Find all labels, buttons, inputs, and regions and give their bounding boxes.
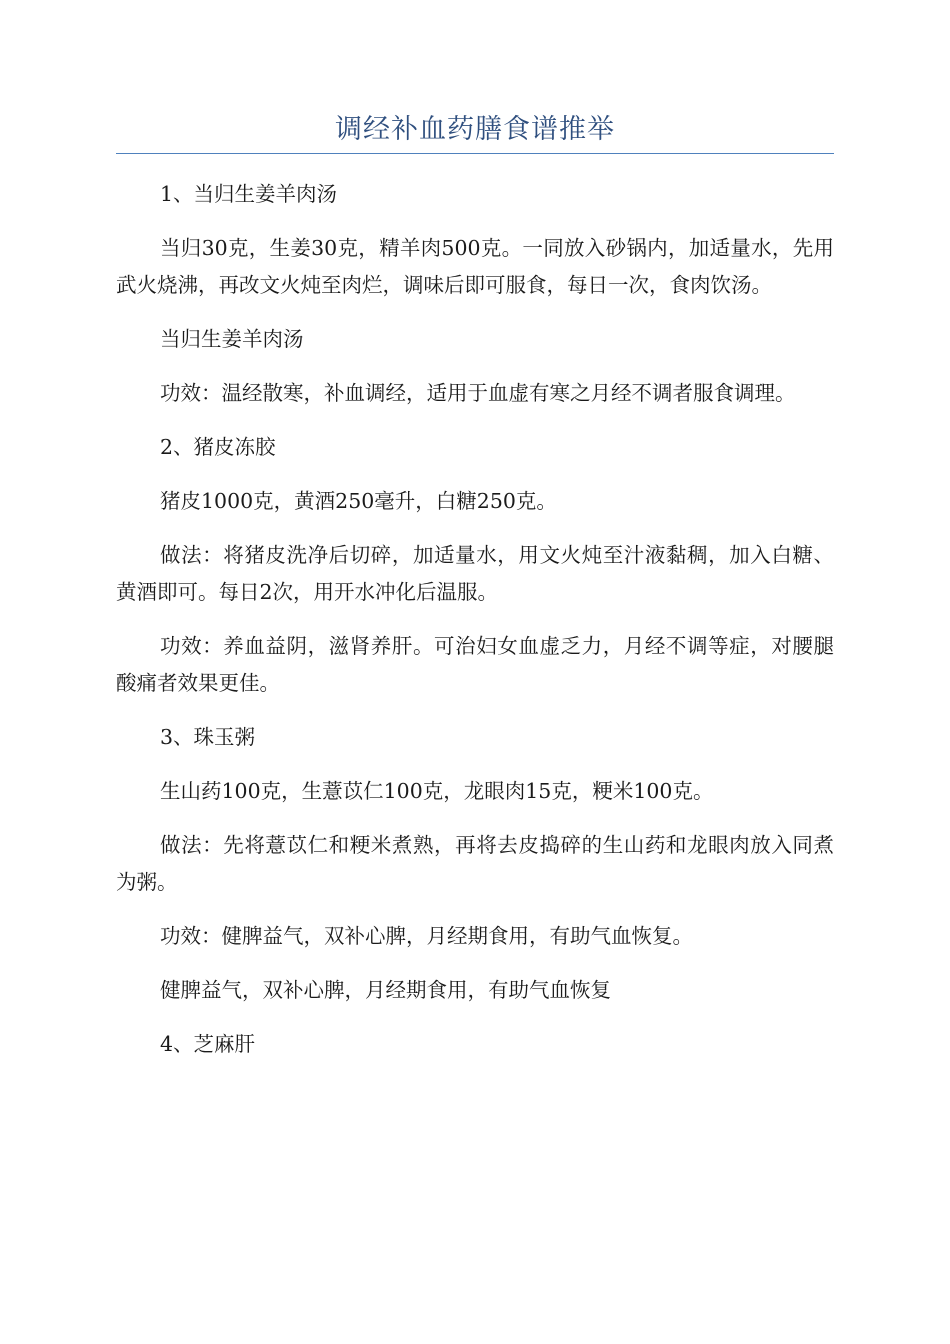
recipe-3-effect-repeat: 健脾益气，双补心脾，月经期食用，有助气血恢复	[160, 978, 611, 1002]
document-title: 调经补血药膳食谱推举	[335, 114, 615, 145]
recipe-3-method: 做法：先将薏苡仁和粳米煮熟，再将去皮捣碎的生山药和龙眼肉放入同煮为粥。	[116, 833, 834, 894]
section-heading-2: 2、猪皮冻胶	[160, 435, 276, 459]
recipe-2-method: 做法：将猪皮洗净后切碎，加适量水，用文火炖至汁液黏稠，加入白糖、黄酒即可。每日2次，用开水冲化后温服。	[116, 543, 834, 604]
recipe-1-name: 当归生姜羊肉汤	[160, 327, 304, 351]
document-body	[116, 176, 834, 1080]
title-underline-divider	[116, 153, 834, 154]
recipe-1-ingredients-method: 当归30克，生姜30克，精羊肉500克。一同放入砂锅内，加适量水，先用武火烧沸，再改文火炖至肉烂，调味后即可服食，每日一次，食肉饮汤。	[116, 236, 834, 297]
section-heading-3: 3、珠玉粥	[160, 725, 256, 749]
recipe-2-effect: 功效：养血益阴，滋肾养肝。可治妇女血虚乏力，月经不调等症，对腰腿酸痛者效果更佳。	[116, 634, 834, 695]
section-heading-1: 1、当归生姜羊肉汤	[160, 182, 338, 206]
recipe-1-effect: 功效：温经散寒，补血调经，适用于血虚有寒之月经不调者服食调理。	[160, 381, 796, 405]
recipe-3-ingredients: 生山药100克，生薏苡仁100克，龙眼肉15克，粳米100克。	[160, 779, 714, 803]
section-heading-4: 4、芝麻肝	[160, 1032, 256, 1056]
recipe-3-effect: 功效：健脾益气，双补心脾，月经期食用，有助气血恢复。	[160, 924, 693, 948]
recipe-2-ingredients: 猪皮1000克，黄酒250毫升，白糖250克。	[160, 489, 557, 513]
